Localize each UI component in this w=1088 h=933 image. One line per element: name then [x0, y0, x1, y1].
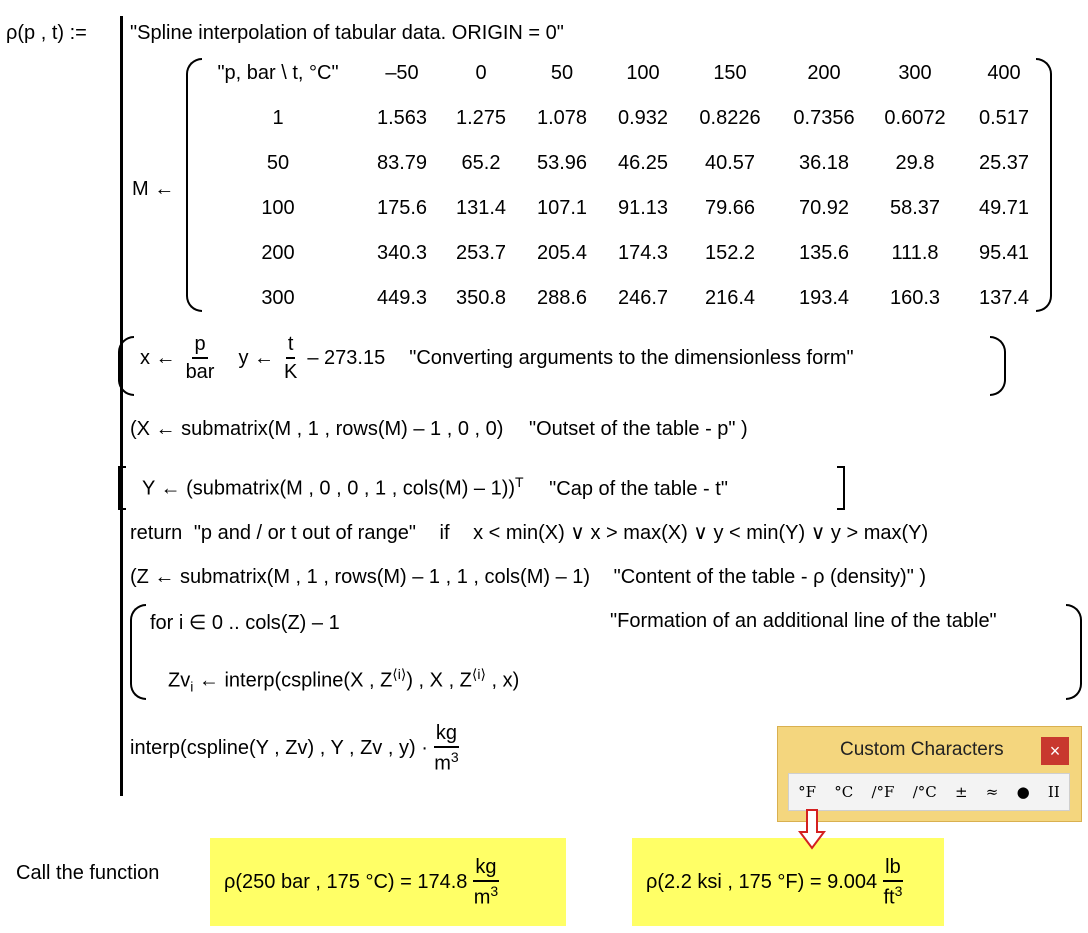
result-box-si[interactable]: [210, 838, 566, 926]
matrix-cell: 216.4: [704, 287, 756, 309]
matrix-cell: 0.7356: [793, 107, 855, 129]
matrix-cell: 36.18: [798, 152, 850, 174]
for-header[interactable]: for i ∈ 0 .. cols(Z) – 1: [150, 612, 340, 634]
matrix-cell: 95.41: [978, 242, 1030, 264]
bullet-button[interactable]: ●: [1016, 783, 1030, 801]
interp-cspline-c: , x): [485, 669, 520, 692]
convert-line[interactable]: [140, 333, 854, 383]
for-right-paren: [1066, 604, 1082, 700]
result-si-num: kg: [473, 856, 498, 882]
convert-comment: "Converting arguments to the dimensionless form": [409, 346, 854, 369]
return-keyword: return: [130, 522, 183, 544]
matrix-header-cell: 0: [475, 62, 487, 84]
matrix-cell: 350.8: [455, 287, 507, 309]
matrix-header-cell: 400: [987, 62, 1021, 84]
matrix-cell: 175.6: [376, 197, 428, 219]
matrix-header-cell: 200: [807, 62, 841, 84]
matrix-cell: 449.3: [376, 287, 428, 309]
x-denominator: bar: [185, 361, 215, 383]
final-expression[interactable]: [130, 722, 459, 775]
if-keyword: if: [439, 522, 450, 544]
result-us-num: lb: [883, 856, 903, 882]
matrix-left-paren: [186, 58, 202, 312]
matrix-cell: 49.71: [978, 197, 1030, 219]
matrix-cell: 0.6072: [884, 107, 946, 129]
approx-button[interactable]: ≈: [985, 783, 999, 801]
matrix-cell: 25.37: [978, 152, 1030, 174]
z-submatrix-line[interactable]: [130, 566, 926, 589]
matrix-cell: 288.6: [536, 287, 588, 309]
y-left-bracket: [118, 466, 126, 510]
y-numerator: t: [286, 333, 296, 359]
celsius-button[interactable]: °C: [834, 783, 854, 801]
y-submatrix-expr: Y ← (submatrix(M , 0 , 0 , 1 , cols(M) – 1)): [142, 477, 516, 500]
matrix-cell: 100: [261, 197, 295, 219]
matrix-cell: 174.3: [617, 242, 669, 264]
matrix-header-cell: "p, bar \ t, °C": [217, 62, 339, 84]
matrix-cell: 0.517: [978, 107, 1030, 129]
result-si-expr: ρ(250 bar , 175 °C) = 174.8: [224, 870, 468, 893]
return-line[interactable]: [130, 520, 928, 545]
final-unit-den: $m^3$: [434, 749, 459, 775]
matrix-cell: 137.4: [978, 287, 1030, 309]
matrix-header-cell: 150: [713, 62, 747, 84]
matrix-header-cell: 100: [626, 62, 660, 84]
matrix-cell: 0.8226: [699, 107, 761, 129]
matrix-cell: 58.37: [889, 197, 941, 219]
y-offset: – 273.15: [307, 346, 386, 369]
zv-var: Zv: [168, 669, 191, 692]
matrix-cell: 253.7: [455, 242, 507, 264]
function-name[interactable]: ρ(p , t) :=: [6, 22, 87, 44]
matrix-cell: 1.275: [455, 107, 507, 129]
matrix-cell: 50: [266, 152, 290, 174]
dialog-title: Custom Characters: [840, 739, 1004, 760]
x-assign: x ←: [140, 346, 176, 369]
matrix-cell: 29.8: [895, 152, 935, 174]
matrix-cell: 131.4: [455, 197, 507, 219]
per-celsius-button[interactable]: /°C: [912, 783, 937, 801]
matrix-assign[interactable]: M ←: [132, 178, 175, 200]
z-submatrix-expr: (Z ← submatrix(M , 1 , rows(M) – 1 , 1 , cols(M) – 1): [130, 566, 591, 588]
matrix-cell: 300: [261, 287, 295, 309]
close-button[interactable]: ×: [1041, 737, 1069, 765]
matrix-cell: 107.1: [536, 197, 588, 219]
matrix-cell: 0.932: [617, 107, 669, 129]
matrix-header-cell: –50: [385, 62, 419, 84]
matrix-header-cell: 300: [898, 62, 932, 84]
final-interp: interp(cspline(Y , Zv) , Y , Zv , y) ·: [130, 736, 428, 759]
plus-minus-button[interactable]: ±: [954, 783, 968, 801]
matrix-cell: 111.8: [891, 242, 939, 264]
matrix-cell: 152.2: [704, 242, 756, 264]
return-condition: x < min(X) ∨ x > max(X) ∨ y < min(Y) ∨ y > max(Y): [473, 522, 929, 544]
interp-cspline-a: ← interp(cspline(X , Z: [193, 669, 393, 692]
x-submatrix-line[interactable]: [130, 418, 748, 441]
matrix-cell: 160.3: [889, 287, 941, 309]
matrix-header-cell: 50: [550, 62, 574, 84]
matrix-cell: 46.25: [617, 152, 669, 174]
matrix-cell: 1.078: [536, 107, 588, 129]
y-submatrix-line[interactable]: [142, 474, 728, 501]
column-op-1: ⟨i⟩: [392, 666, 407, 682]
y-right-bracket: [837, 466, 845, 510]
parallel-button[interactable]: II: [1047, 783, 1060, 801]
fahrenheit-button[interactable]: °F: [798, 783, 817, 801]
matrix-cell: 70.92: [798, 197, 850, 219]
column-op-2: ⟨i⟩: [471, 666, 486, 682]
matrix-cell: 40.57: [704, 152, 756, 174]
final-unit-num: kg: [434, 722, 459, 748]
result-box-us[interactable]: [632, 838, 944, 926]
matrix-cell: 1.563: [376, 107, 428, 129]
y-submatrix-comment: "Cap of the table - t": [549, 477, 728, 500]
program-bar: [120, 16, 123, 796]
matrix-cell: 91.13: [617, 197, 669, 219]
convert-left-paren: [118, 336, 134, 396]
x-submatrix-expr: (X ← submatrix(M , 1 , rows(M) – 1 , 0 , 0): [130, 418, 504, 440]
spline-comment[interactable]: "Spline interpolation of tabular data. ORIGIN = 0": [130, 22, 564, 44]
matrix-cell: 53.96: [536, 152, 588, 174]
result-si-unit: [473, 856, 498, 909]
for-body[interactable]: [168, 666, 519, 695]
matrix-cell: 246.7: [617, 287, 669, 309]
result-us-unit: [883, 856, 903, 909]
call-label: Call the function: [16, 862, 160, 884]
result-si-den: $m^3$: [473, 882, 499, 909]
per-fahrenheit-button[interactable]: /°F: [871, 783, 895, 801]
z-submatrix-comment: "Content of the table - ρ (density)" ): [613, 566, 927, 588]
matrix-cell: 340.3: [376, 242, 428, 264]
result-us-expr: ρ(2.2 ksi , 175 °F) = 9.004: [646, 870, 878, 893]
result-us-den: $ft^3$: [883, 882, 903, 909]
for-left-paren: [130, 604, 146, 700]
x-submatrix-comment: "Outset of the table - p" ): [528, 418, 748, 440]
y-denominator: K: [284, 361, 298, 383]
matrix-cell: 1: [272, 107, 284, 129]
convert-right-paren: [990, 336, 1006, 396]
x-numerator: p: [192, 333, 207, 359]
y-fraction: [284, 333, 297, 383]
interp-cspline-b: ) , X , Z: [406, 669, 472, 692]
character-toolbar: [788, 773, 1070, 811]
x-fraction: [186, 333, 215, 383]
y-assign: y ←: [238, 346, 275, 369]
transpose-mark: T: [515, 474, 524, 490]
zv-index: i: [190, 678, 194, 695]
return-message: "p and / or t out of range": [193, 522, 416, 544]
matrix-cell: 193.4: [798, 287, 850, 309]
matrix-cell: 205.4: [536, 242, 588, 264]
arrow-down-icon: [798, 808, 826, 852]
matrix-cell: 200: [261, 242, 295, 264]
final-unit: [434, 722, 459, 775]
matrix-right-paren: [1036, 58, 1052, 312]
matrix-cell: 83.79: [376, 152, 428, 174]
matrix-cell: 135.6: [798, 242, 850, 264]
for-comment[interactable]: "Formation of an additional line of the table": [610, 610, 997, 632]
matrix-cell: 65.2: [461, 152, 501, 174]
matrix-cell: 79.66: [704, 197, 756, 219]
